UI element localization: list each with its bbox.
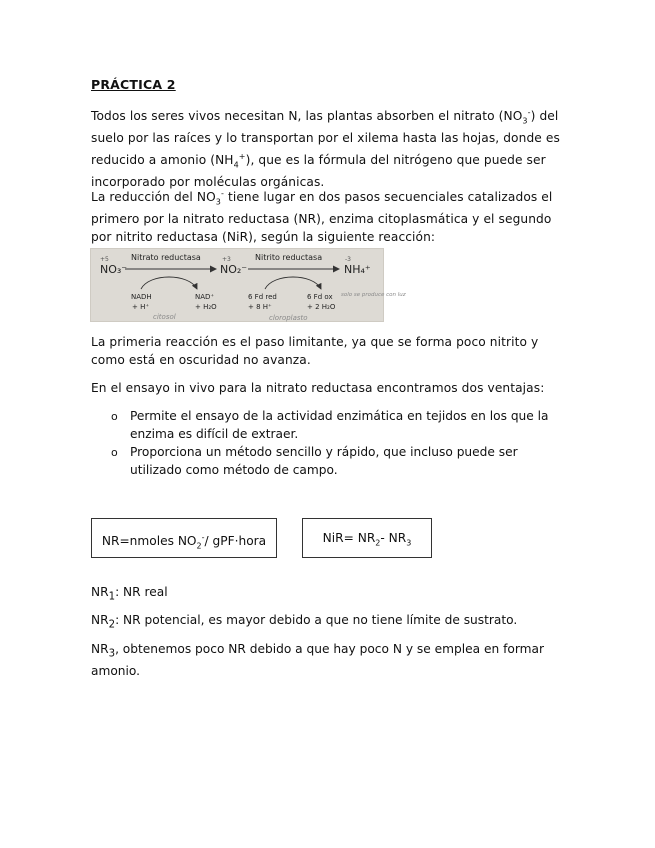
- text-run: - NR: [380, 531, 407, 545]
- subscript: 3: [108, 648, 116, 660]
- text-run: La reducción del NO: [91, 190, 216, 205]
- subscript: 2: [108, 619, 116, 631]
- reaction-figure: [90, 248, 406, 322]
- advantages-list: [111, 408, 566, 480]
- text-run: ) del suelo por las raíces y lo transportan por el xilema hasta las hojas, donde es reducido a amonio (NH: [91, 109, 560, 167]
- paragraph-intro: [91, 104, 566, 191]
- handwritten-note-cloroplasto: cloroplasto: [269, 314, 308, 322]
- superscript: +: [238, 151, 246, 161]
- species-no2: NO₂⁻: [220, 263, 248, 276]
- text-run: NR: [91, 585, 109, 599]
- enzyme-label-nitrite-reductase: Nitrito reductasa: [255, 253, 323, 262]
- text-run: NR: [91, 613, 109, 627]
- subscript: 3: [406, 538, 412, 548]
- superscript: -: [527, 108, 531, 117]
- text-run: / gPF·hora: [204, 534, 267, 549]
- oxidation-state-nh4: -3: [345, 256, 351, 263]
- subscript: 2: [196, 541, 202, 551]
- text-run: , obtenemos poco NR debido a que hay poco N y se emplea en formar amonio.: [91, 642, 544, 679]
- handwritten-note-luz-text: solo se produce con luz: [341, 292, 406, 298]
- note-nr3: [91, 641, 571, 681]
- subscript: 2: [375, 538, 381, 548]
- page-title: PRÁCTICA 2: [91, 77, 176, 92]
- cofactor-arrow-2: [265, 277, 321, 289]
- subscript: 4: [233, 160, 239, 170]
- cofactor-nad-h2o: + H₂O: [195, 303, 217, 311]
- list-item-text: Permite el ensayo de la actividad enzimática en tejidos en los que la enzima es difícil de extraer.: [130, 409, 549, 441]
- subscript: 1: [108, 591, 116, 603]
- formula-box-nr: [91, 518, 277, 558]
- cofactor-nadh-h: + H⁺: [132, 303, 150, 311]
- cofactor-arrow-1: [141, 277, 197, 289]
- text-run: NR: [91, 642, 109, 656]
- text-run: tiene lugar en dos pasos secuenciales catalizados el primero por la nitrato reductasa (NR), enzima citoplasmática y el segundo por nitrito reductasa (NiR), según la siguiente reacción:: [91, 190, 553, 244]
- text-run: Todos los seres vivos necesitan N, las plantas absorben el nitrato (NO: [91, 109, 523, 124]
- text-run: NiR= NR: [322, 531, 376, 545]
- species-nh4: NH₄⁺: [344, 263, 371, 276]
- text-run: : NR potencial, es mayor debido a que no tiene límite de sustrato.: [115, 613, 518, 627]
- cofactor-nad: NAD⁺: [195, 293, 215, 301]
- oxidation-state-no2: +3: [222, 256, 231, 263]
- cofactor-fd-h2o: + 2 H₂O: [307, 303, 336, 311]
- cofactor-fd-h: + 8 H⁺: [248, 303, 272, 311]
- paragraph-advantages-intro: En el ensayo in vivo para la nitrato reductasa encontramos dos ventajas:: [91, 381, 545, 395]
- oxidation-state-no3: +5: [100, 256, 109, 263]
- note-nr1: [91, 584, 571, 606]
- superscript: -: [220, 189, 224, 198]
- handwritten-note-luz: [341, 292, 406, 298]
- paragraph-reduction: [91, 185, 566, 246]
- bullet-mark: o: [111, 446, 118, 460]
- superscript: -: [201, 533, 205, 542]
- list-item-text: Proporciona un método sencillo y rápido, que incluso puede ser utilizado como método de campo.: [130, 445, 518, 477]
- text-run: NR=nmoles NO: [101, 534, 197, 549]
- species-no3: NO₃⁻: [100, 263, 128, 276]
- note-nr2: [91, 612, 571, 634]
- cofactor-fd-red: 6 Fd red: [248, 293, 277, 301]
- formula-box-nir: [302, 518, 432, 558]
- paragraph-limiting-step: La primeria reacción es el paso limitante, ya que se forma poco nitrito y como está en oscuridad no avanza.: [91, 335, 539, 367]
- text-run: : NR real: [115, 585, 168, 599]
- list-item: [111, 444, 566, 479]
- handwritten-note-citosol: citosol: [153, 313, 176, 321]
- subscript: 3: [215, 197, 221, 207]
- text-run: ), que es la fórmula del nitrógeno que puede ser incorporado por moléculas orgánicas.: [91, 152, 546, 189]
- cofactor-fd-ox: 6 Fd ox: [307, 293, 333, 301]
- enzyme-label-nitrate-reductase: Nitrato reductasa: [131, 253, 201, 262]
- bullet-mark: o: [111, 410, 118, 423]
- subscript: 3: [522, 116, 528, 126]
- list-item: [111, 408, 566, 443]
- cofactor-nadh: NADH: [131, 293, 152, 301]
